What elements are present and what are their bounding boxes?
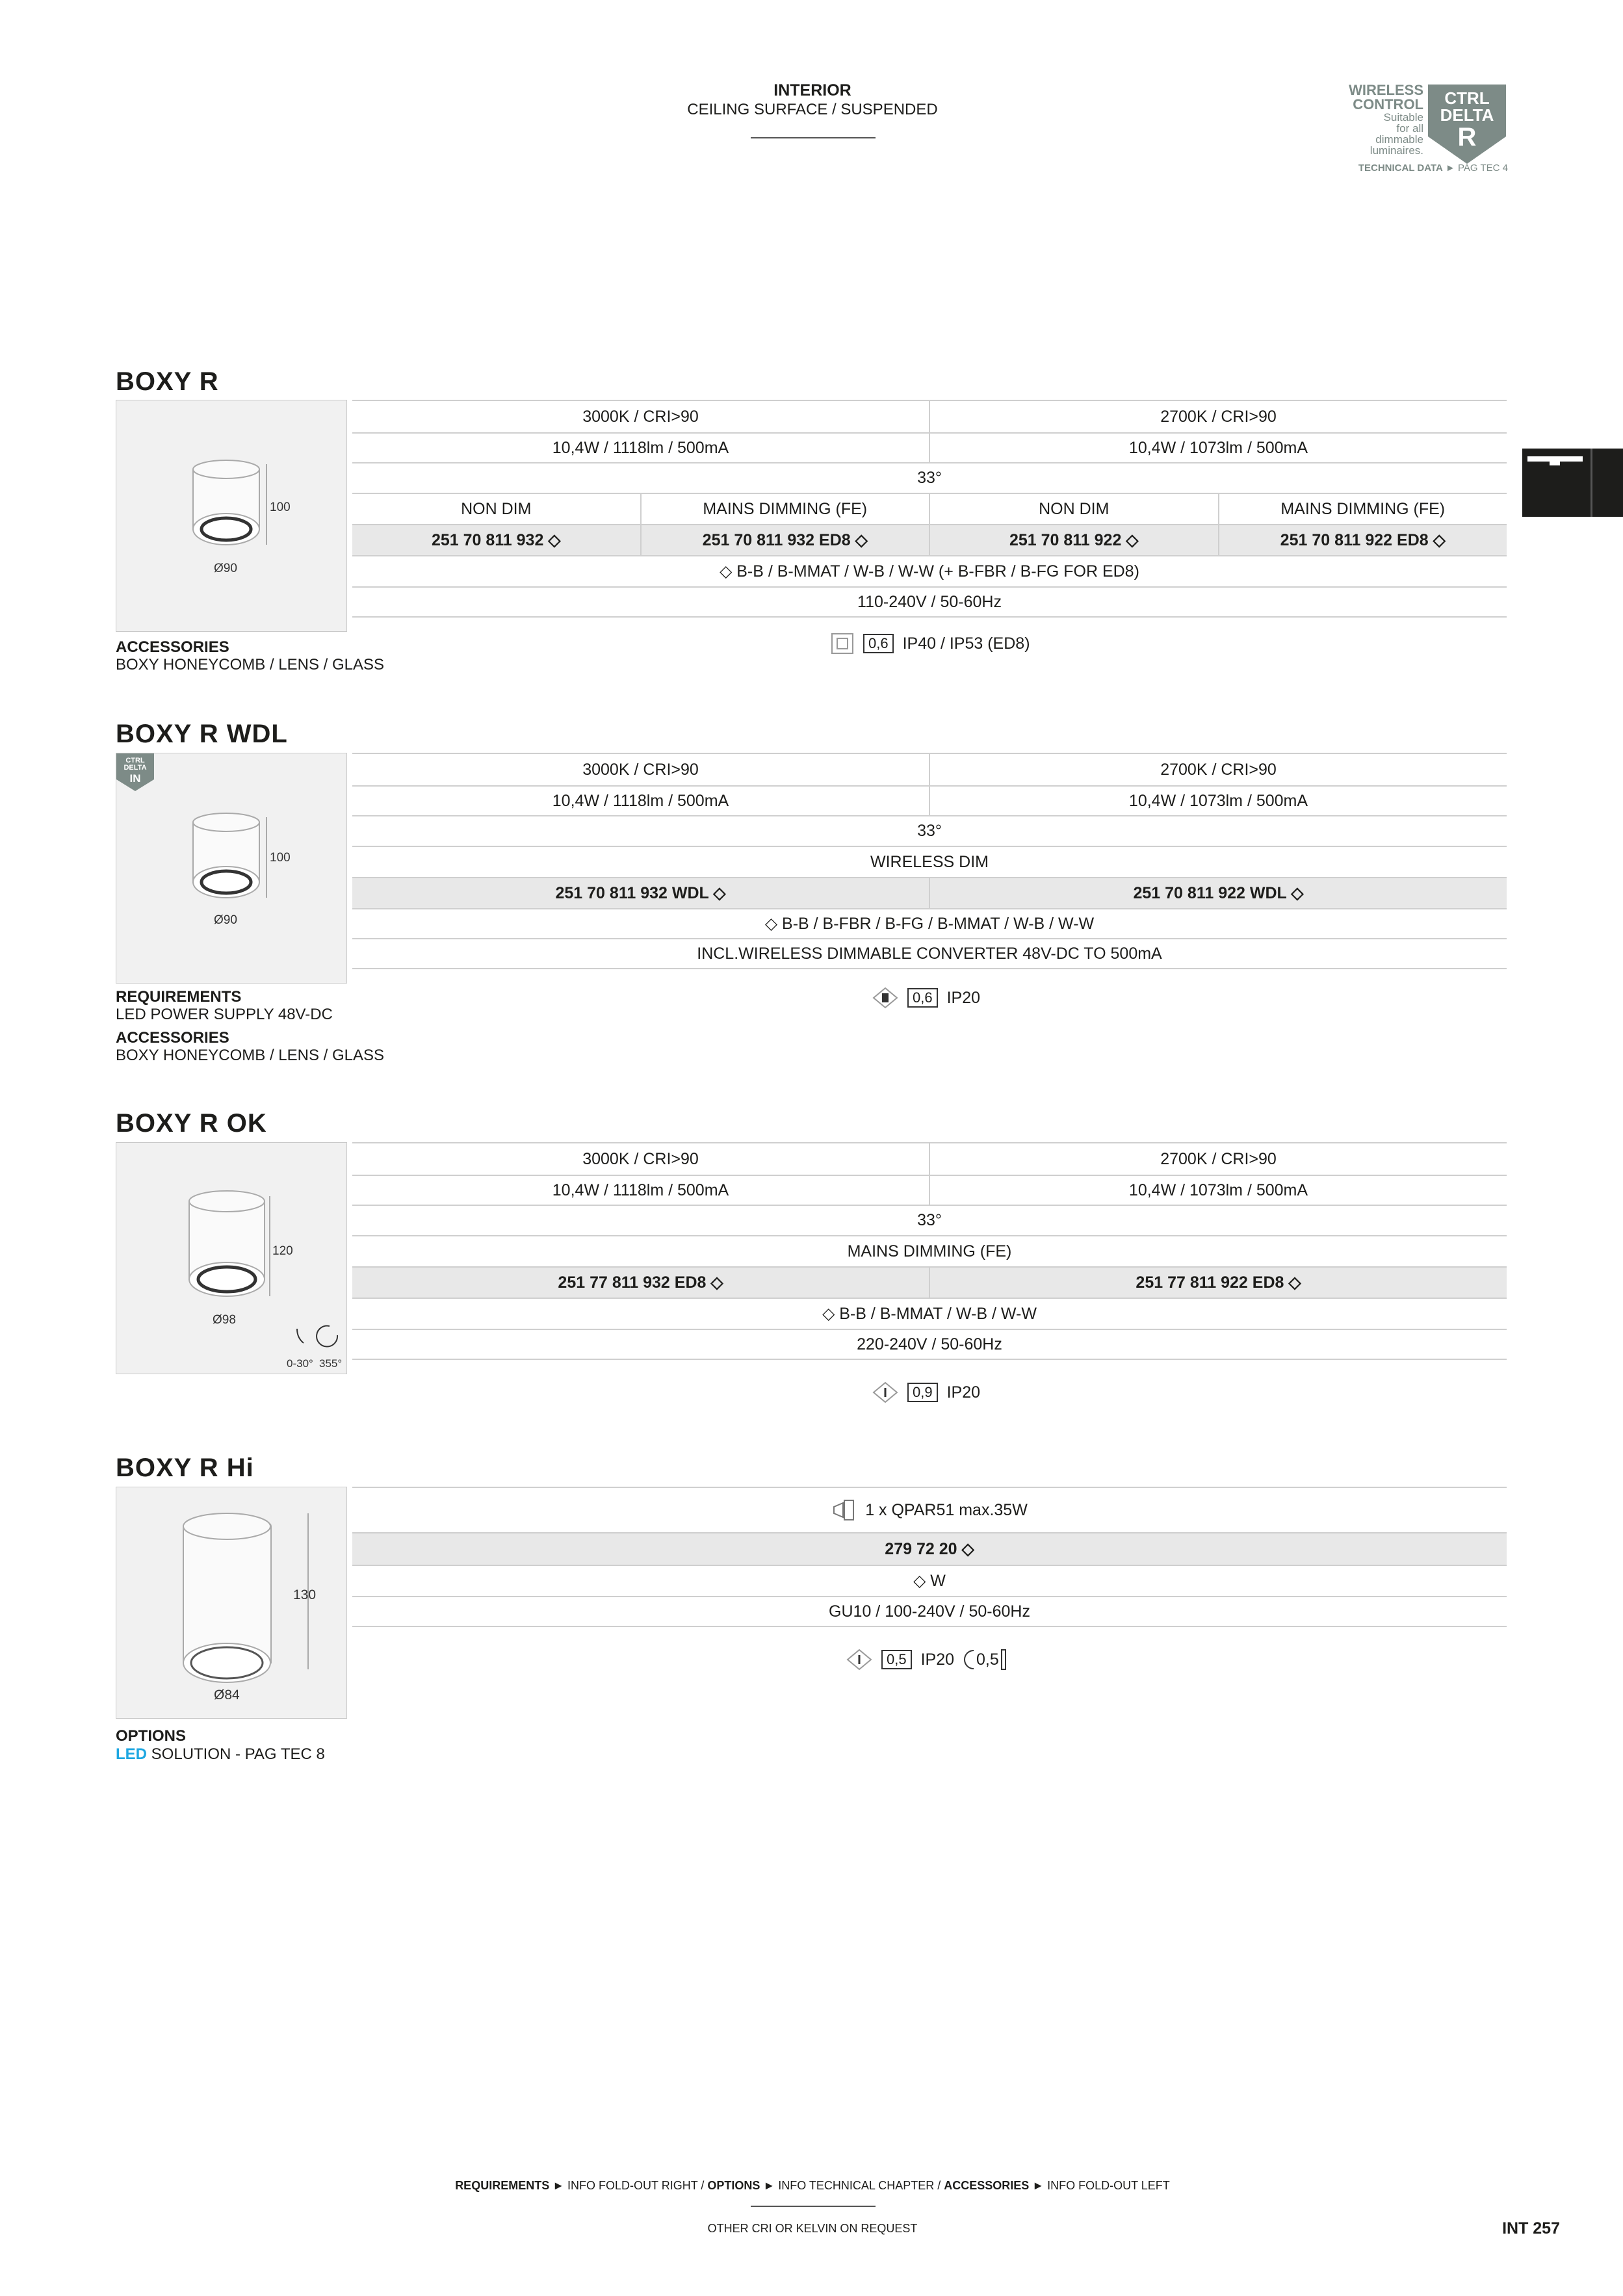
power-col1: 10,4W / 1118lm / 500mA — [552, 438, 729, 457]
lamp-distance-value: 0,5 — [976, 1650, 999, 1669]
lamp-cell — [352, 1488, 1507, 1532]
techdata-label: TECHNICAL DATA — [1358, 163, 1443, 174]
product-image-boxy-r-wdl — [116, 753, 347, 984]
product-code-2: 251 77 811 922 ED8 ◇ — [929, 1268, 1507, 1298]
dim-height: 100 — [270, 501, 291, 514]
badge-line1: WIRELESS — [1349, 82, 1423, 98]
options-led: LED — [116, 1745, 147, 1763]
accessories-text: BOXY HONEYCOMB / LENS / GLASS — [116, 656, 385, 673]
surface-icon — [1000, 1649, 1007, 1671]
icons-row-boxy-r — [831, 633, 1030, 655]
wireless-control-badge — [1313, 83, 1423, 156]
product-code-2: 251 70 811 932 ED8 ◇ — [640, 525, 929, 555]
dim-diameter: Ø90 — [214, 913, 237, 927]
lamp-distance-icon — [963, 1649, 976, 1671]
dim-type-3: NON DIM — [929, 494, 1218, 524]
temp-col2: 2700K / CRI>90 — [929, 401, 1507, 432]
dim-diameter: Ø90 — [214, 562, 237, 575]
techdata-page: PAG TEC 4 — [1458, 163, 1508, 174]
badge-line2: CONTROL — [1353, 96, 1423, 112]
finishes: ◇ B-B / B-MMAT / W-B / W-W — [822, 1305, 1037, 1323]
footer-divider — [751, 2206, 876, 2207]
footer-req-ref: INFO FOLD-OUT RIGHT / — [567, 2179, 708, 2192]
section-title-boxy-r-hi: BOXY R Hi — [116, 1454, 254, 1482]
voltage: 220-240V / 50-60Hz — [857, 1335, 1002, 1353]
header-category: INTERIOR — [773, 81, 851, 99]
distance-value: 0,6 — [863, 634, 894, 653]
tag-text3: IN — [129, 772, 141, 785]
section-title-boxy-r-wdl: BOXY R WDL — [116, 720, 288, 748]
class-i-diamond-icon — [872, 1381, 898, 1403]
options-line[interactable] — [116, 1745, 325, 1764]
footer-legend: REQUIREMENTS ► INFO FOLD-OUT RIGHT / OPTIONS ► INFO TECHNICAL CHAPTER / ACCESSORIES ► INFO FOLD-OUT LEFT — [455, 2179, 1170, 2192]
requirements-text: LED POWER SUPPLY 48V-DC — [116, 1006, 333, 1023]
power-col2: 10,4W / 1073lm / 500mA — [929, 787, 1507, 815]
distance-value: 0,9 — [907, 1383, 938, 1402]
badge-note3: dimmable — [1375, 133, 1423, 146]
section-tab[interactable] — [1522, 449, 1623, 517]
ctrl-delta-shield-icon — [1428, 85, 1506, 164]
voltage: GU10 / 100-240V / 50-60Hz — [829, 1602, 1030, 1621]
badge-note2: for all — [1396, 122, 1423, 135]
section-title-boxy-r: BOXY R — [116, 367, 219, 396]
icons-row-boxy-r-ok — [872, 1381, 980, 1403]
lamp-spec: 1 x QPAR51 max.35W — [865, 1500, 1028, 1519]
beam-angle: 33° — [917, 1211, 942, 1229]
temp-col2: 2700K / CRI>90 — [929, 1143, 1507, 1175]
dim-height: 130 — [293, 1587, 317, 1602]
product-code-3: 251 70 811 922 ◇ — [929, 525, 1218, 555]
dim-diameter: Ø84 — [214, 1688, 240, 1702]
page-number: INT 257 — [1502, 2219, 1560, 2237]
temp-col2: 2700K / CRI>90 — [929, 754, 1507, 785]
badge-note1: Suitable — [1383, 111, 1423, 124]
spec-table-boxy-r — [352, 400, 1507, 618]
distance-value: 0,6 — [907, 988, 938, 1008]
rotate-angle: 355° — [319, 1357, 343, 1370]
product-image-boxy-r-hi — [116, 1487, 347, 1719]
product-code: 279 72 20 ◇ — [885, 1540, 974, 1558]
ip-rating: IP20 — [946, 1383, 981, 1402]
control-type: MAINS DIMMING (FE) — [847, 1242, 1012, 1260]
product-code-1: 251 77 811 932 ED8 ◇ — [558, 1273, 723, 1292]
power-col1: 10,4W / 1118lm / 500mA — [552, 1181, 729, 1199]
ip-rating: IP20 — [946, 988, 981, 1007]
finishes: ◇ B-B / B-FBR / B-FG / B-MMAT / W-B / W-W — [764, 915, 1095, 933]
accessories-label: ACCESSORIES — [116, 638, 229, 656]
header-subcategory: CEILING SURFACE / SUSPENDED — [687, 101, 938, 118]
footer-req: REQUIREMENTS — [455, 2179, 550, 2192]
temp-col1: 3000K / CRI>90 — [582, 1149, 699, 1168]
control-type: WIRELESS DIM — [870, 852, 989, 871]
temp-col1: 3000K / CRI>90 — [582, 760, 699, 779]
footer-acc: ACCESSORIES — [944, 2179, 1030, 2192]
dim-height: 120 — [272, 1244, 293, 1258]
shield-text2: DELTA — [1440, 105, 1494, 125]
footer-acc-ref: INFO FOLD-OUT LEFT — [1047, 2179, 1170, 2192]
product-image-boxy-r — [116, 400, 347, 632]
dim-type-1: NON DIM — [461, 499, 532, 518]
class-i-diamond-icon — [846, 1649, 872, 1671]
ceiling-light-icon — [1522, 449, 1623, 517]
badge-note4: luminaires. — [1370, 144, 1423, 157]
footer-opt-ref: INFO TECHNICAL CHAPTER / — [778, 2179, 944, 2192]
lamp-icon — [831, 1499, 856, 1521]
header-divider — [751, 137, 876, 138]
product-code-1: 251 70 811 932 ◇ — [431, 531, 561, 549]
shield-text1: CTRL — [1444, 88, 1490, 108]
spec-table-boxy-r-ok — [352, 1142, 1507, 1361]
finish: ◇ W — [913, 1572, 946, 1590]
spec-table-boxy-r-wdl — [352, 753, 1507, 971]
options-label: OPTIONS — [116, 1727, 187, 1745]
finishes: ◇ B-B / B-MMAT / W-B / W-W (+ B-FBR / B-FG FOR ED8) — [720, 562, 1139, 581]
voltage: 110-240V / 50-60Hz — [857, 592, 1002, 611]
beam-angle: 33° — [917, 469, 942, 487]
product-code-4: 251 70 811 922 ED8 ◇ — [1218, 525, 1507, 555]
product-image-boxy-r-ok — [116, 1142, 347, 1374]
accessories-label: ACCESSORIES — [116, 1029, 229, 1047]
icons-row-boxy-r-hi — [846, 1649, 1007, 1671]
tag-text2: DELTA — [123, 764, 147, 772]
product-code-2: 251 70 811 922 WDL ◇ — [929, 878, 1507, 908]
dim-height: 100 — [270, 851, 291, 865]
power-col1: 10,4W / 1118lm / 500mA — [552, 791, 729, 810]
tag-text1: CTRL — [125, 757, 145, 764]
power-col2: 10,4W / 1073lm / 500mA — [929, 434, 1507, 462]
product-code-1: 251 70 811 932 WDL ◇ — [555, 884, 726, 902]
dim-diameter: Ø98 — [213, 1313, 236, 1327]
tilt-angle: 0-30° — [287, 1357, 313, 1370]
temp-col1: 3000K / CRI>90 — [582, 407, 699, 426]
footer-note: OTHER CRI OR KELVIN ON REQUEST — [707, 2222, 918, 2235]
shield-text3: R — [1457, 123, 1477, 151]
requirements-label: REQUIREMENTS — [116, 988, 242, 1006]
class-iii-diamond-icon — [872, 987, 898, 1009]
ip-rating: IP20 — [920, 1650, 955, 1669]
converter-note: INCL.WIRELESS DIMMABLE CONVERTER 48V-DC TO 500mA — [697, 944, 1162, 963]
class-ii-box-icon — [831, 633, 854, 655]
beam-angle: 33° — [917, 822, 942, 840]
section-title-boxy-r-ok: BOXY R OK — [116, 1109, 267, 1138]
distance-value: 0,5 — [881, 1650, 912, 1669]
spec-table-boxy-r-hi — [352, 1487, 1507, 1628]
technical-data-ref[interactable]: TECHNICAL DATA ► PAG TEC 4 — [1358, 163, 1508, 174]
ip-rating: IP40 / IP53 (ED8) — [902, 634, 1030, 653]
icons-row-boxy-r-wdl — [872, 987, 980, 1009]
options-text: SOLUTION - PAG TEC 8 — [147, 1745, 325, 1763]
dim-type-2: MAINS DIMMING (FE) — [640, 494, 929, 524]
footer-opt: OPTIONS — [707, 2179, 760, 2192]
dim-type-4: MAINS DIMMING (FE) — [1218, 494, 1507, 524]
power-col2: 10,4W / 1073lm / 500mA — [929, 1176, 1507, 1205]
accessories-text: BOXY HONEYCOMB / LENS / GLASS — [116, 1047, 385, 1064]
